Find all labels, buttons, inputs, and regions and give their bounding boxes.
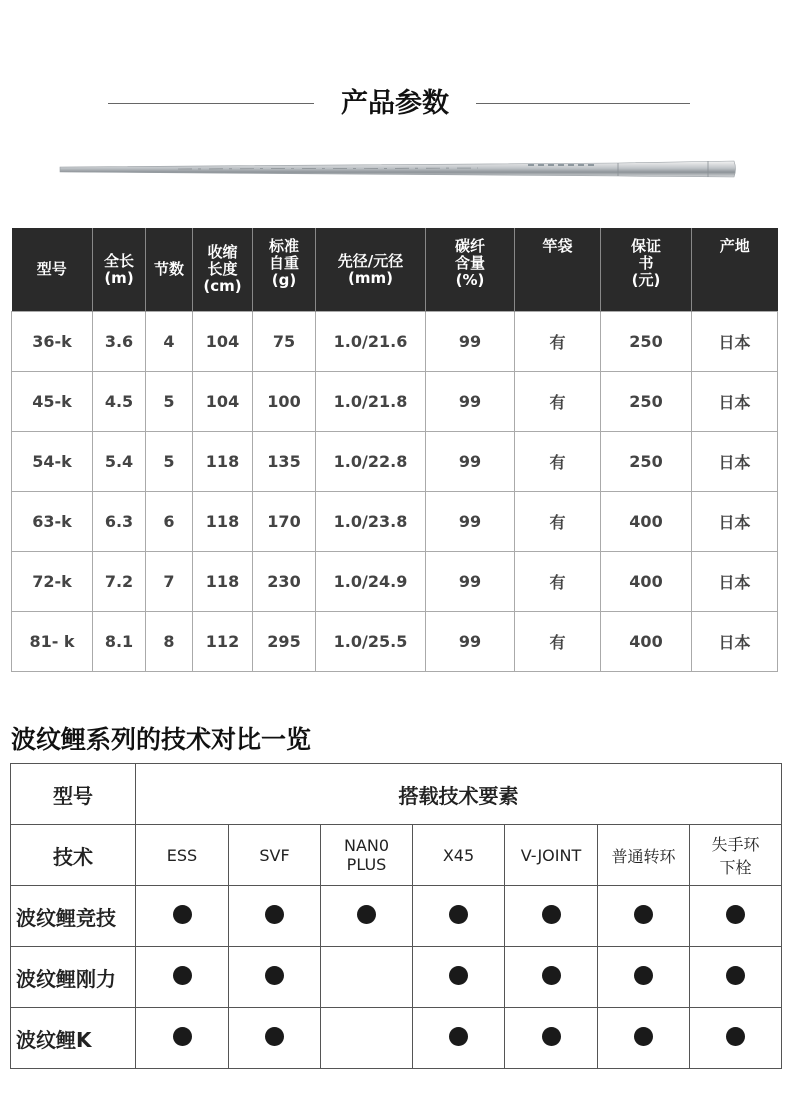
feature-cell: [690, 947, 782, 1008]
spec-cell: 8.1: [93, 612, 146, 672]
feature-dot-icon: [634, 1027, 653, 1046]
tech-name-cell: [229, 825, 321, 886]
spec-cell: 有: [515, 432, 601, 492]
spec-cell: 5: [146, 372, 193, 432]
spec-cell: 118: [193, 492, 253, 552]
feature-cell: [229, 947, 321, 1008]
spec-cell: 99: [426, 492, 515, 552]
tech-header-cell: 搭载技术要素: [136, 764, 782, 825]
spec-cell: 1.0/23.8: [316, 492, 426, 552]
title-divider-left: [108, 103, 314, 104]
spec-cell: 日本: [692, 432, 778, 492]
feature-cell: [690, 886, 782, 947]
feature-cell: [413, 1008, 505, 1069]
spec-cell: 日本: [692, 312, 778, 372]
tech-name-line: X45: [442, 845, 475, 865]
spec-cell: 99: [426, 612, 515, 672]
feature-dot-icon: [634, 905, 653, 924]
tech-name-cell: [598, 825, 690, 886]
feature-dot-icon: [357, 905, 376, 924]
spec-cell: 1.0/22.8: [316, 432, 426, 492]
tech-label-cell: 技术: [11, 825, 136, 886]
spec-cell: 日本: [692, 612, 778, 672]
product-row: [11, 1008, 782, 1069]
feature-dot-icon: [542, 966, 561, 985]
section-title: [0, 84, 790, 124]
spec-cell: 54-k: [12, 432, 93, 492]
tech-name-line: 失手环: [711, 835, 760, 854]
tech-name-line: SVF: [259, 845, 290, 865]
feature-cell: [413, 947, 505, 1008]
header-diameter: 先径/元径 (mm): [316, 228, 426, 312]
spec-cell: 400: [601, 552, 692, 612]
tech-name-cell: [136, 825, 229, 886]
title-divider-right: [476, 103, 690, 104]
feature-dot-icon: [449, 966, 468, 985]
tech-header-row: [11, 764, 782, 825]
fishing-rod-image: [58, 156, 738, 184]
spec-row: [12, 312, 778, 372]
spec-cell: 63-k: [12, 492, 93, 552]
feature-cell: [321, 1008, 413, 1069]
feature-dot-icon: [449, 1027, 468, 1046]
feature-cell: [229, 1008, 321, 1069]
tech-name-cell: [690, 825, 782, 886]
spec-cell: 1.0/24.9: [316, 552, 426, 612]
spec-cell: 有: [515, 312, 601, 372]
feature-dot-icon: [173, 905, 192, 924]
feature-cell: [598, 947, 690, 1008]
spec-cell: 3.6: [93, 312, 146, 372]
feature-cell: [229, 886, 321, 947]
feature-cell: [413, 886, 505, 947]
feature-cell: [136, 1008, 229, 1069]
feature-dot-icon: [634, 966, 653, 985]
product-name-cell: 波纹鲤K: [11, 1008, 136, 1069]
spec-header-row: [12, 228, 778, 312]
spec-cell: 6.3: [93, 492, 146, 552]
spec-cell: 118: [193, 552, 253, 612]
feature-cell: [505, 886, 598, 947]
spec-body: [12, 312, 778, 672]
spec-cell: 6: [146, 492, 193, 552]
spec-cell: 5: [146, 432, 193, 492]
spec-cell: 45-k: [12, 372, 93, 432]
feature-dot-icon: [542, 1027, 561, 1046]
header-sections: 节数: [146, 228, 193, 312]
tech-name-cell: [413, 825, 505, 886]
feature-cell: [136, 947, 229, 1008]
feature-cell: [136, 886, 229, 947]
tech-name-line: V-JOINT: [520, 845, 582, 865]
header-length: 全长 (m): [93, 228, 146, 312]
spec-cell: 99: [426, 552, 515, 612]
feature-cell: [321, 947, 413, 1008]
spec-cell: 日本: [692, 372, 778, 432]
spec-cell: 日本: [692, 492, 778, 552]
product-name-cell: 波纹鲤刚力: [11, 947, 136, 1008]
spec-cell: 400: [601, 612, 692, 672]
spec-cell: 99: [426, 432, 515, 492]
product-name-cell: 波纹鲤竞技: [11, 886, 136, 947]
tech-name-line: ESS: [166, 845, 198, 865]
spec-cell: 118: [193, 432, 253, 492]
spec-cell: 170: [253, 492, 316, 552]
header-warranty: 保证 书 (元): [601, 228, 692, 312]
spec-cell: 104: [193, 372, 253, 432]
feature-dot-icon: [726, 905, 745, 924]
product-row: [11, 947, 782, 1008]
header-weight: 标准 自重 (g): [253, 228, 316, 312]
spec-cell: 400: [601, 492, 692, 552]
spec-table: [11, 228, 778, 672]
spec-row: [12, 432, 778, 492]
tech-body: [11, 764, 782, 1069]
spec-cell: 99: [426, 312, 515, 372]
feature-dot-icon: [726, 1027, 745, 1046]
section-title-text: 产品参数: [341, 88, 449, 119]
spec-row: [12, 552, 778, 612]
feature-dot-icon: [173, 966, 192, 985]
tech-name-line: NAN0: [343, 836, 390, 855]
spec-cell: 1.0/21.6: [316, 312, 426, 372]
spec-cell: 有: [515, 372, 601, 432]
feature-dot-icon: [265, 1027, 284, 1046]
feature-dot-icon: [726, 966, 745, 985]
feature-cell: [690, 1008, 782, 1069]
feature-dot-icon: [542, 905, 561, 924]
spec-cell: 99: [426, 372, 515, 432]
tech-name-cell: [505, 825, 598, 886]
tech-name-line: PLUS: [346, 855, 387, 874]
spec-cell: 5.4: [93, 432, 146, 492]
compare-title: 波纹鲤系列的技术对比一览: [11, 725, 312, 754]
tech-name-line: 下栓: [719, 858, 752, 877]
spec-cell: 36-k: [12, 312, 93, 372]
spec-row: [12, 492, 778, 552]
spec-cell: 7: [146, 552, 193, 612]
spec-row: [12, 372, 778, 432]
spec-cell: 135: [253, 432, 316, 492]
header-closed-length: 收缩 长度 (cm): [193, 228, 253, 312]
spec-cell: 4: [146, 312, 193, 372]
header-rod-bag: 竿袋: [515, 228, 601, 312]
spec-cell: 295: [253, 612, 316, 672]
spec-cell: 有: [515, 492, 601, 552]
spec-cell: 4.5: [93, 372, 146, 432]
spec-cell: 1.0/25.5: [316, 612, 426, 672]
feature-dot-icon: [173, 1027, 192, 1046]
spec-cell: 112: [193, 612, 253, 672]
feature-cell: [321, 886, 413, 947]
model-label-cell: 型号: [11, 764, 136, 825]
spec-cell: 250: [601, 312, 692, 372]
tech-name-line: 普通转环: [611, 846, 676, 866]
spec-cell: 230: [253, 552, 316, 612]
header-carbon: 碳纤 含量 (%): [426, 228, 515, 312]
feature-cell: [598, 886, 690, 947]
feature-cell: [505, 947, 598, 1008]
feature-cell: [505, 1008, 598, 1069]
spec-row: [12, 612, 778, 672]
spec-cell: 81- k: [12, 612, 93, 672]
spec-cell: 有: [515, 552, 601, 612]
feature-dot-icon: [265, 966, 284, 985]
tech-names-row: [11, 825, 782, 886]
header-model: 型号: [12, 228, 93, 312]
spec-cell: 250: [601, 432, 692, 492]
spec-cell: 有: [515, 612, 601, 672]
spec-cell: 104: [193, 312, 253, 372]
spec-cell: 日本: [692, 552, 778, 612]
header-origin: 产地: [692, 228, 778, 312]
spec-cell: 75: [253, 312, 316, 372]
spec-cell: 100: [253, 372, 316, 432]
tech-name-cell: [321, 825, 413, 886]
spec-cell: 250: [601, 372, 692, 432]
feature-cell: [598, 1008, 690, 1069]
tech-compare-table: [10, 763, 782, 1069]
spec-cell: 7.2: [93, 552, 146, 612]
spec-cell: 8: [146, 612, 193, 672]
feature-dot-icon: [449, 905, 468, 924]
spec-cell: 1.0/21.8: [316, 372, 426, 432]
product-row: [11, 886, 782, 947]
spec-cell: 72-k: [12, 552, 93, 612]
feature-dot-icon: [265, 905, 284, 924]
